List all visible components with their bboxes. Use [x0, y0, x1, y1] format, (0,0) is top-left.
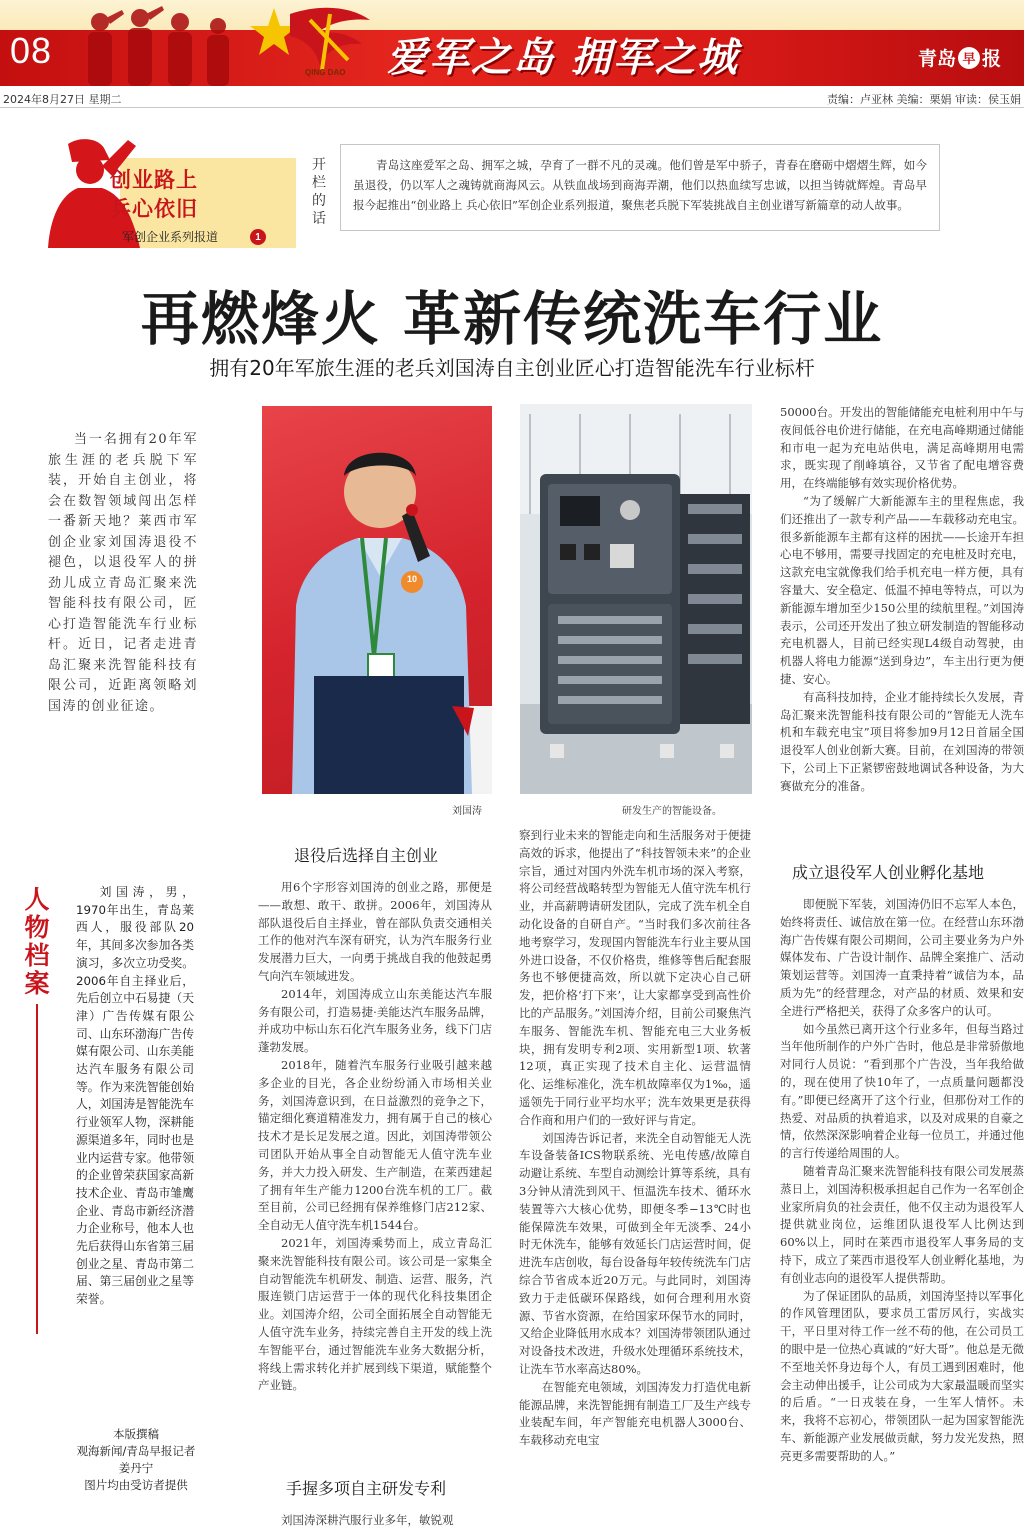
paragraph: 有高科技加持，企业才能持续长久发展，青岛汇聚来洗智能科技有限公司的“智能无人洗车机和车载充电宝”项目将参加9月12日首届全国退役军人创业创新大赛。目前，在刘国涛的带领下，公司上下正紧锣密鼓地调试各种设备，为大赛做充分的准备。 [780, 689, 1024, 793]
charging-device-illustration [520, 404, 752, 794]
portrait-photo [262, 406, 492, 794]
paragraph: 为了保证团队的品质，刘国涛坚持以军事化的作风管理团队，要求员工雷厉风行，实战实干，平日里对待工作一丝不苟的他，在公司员工的眼中是一位热心真诚的“好大哥”。他总是无微不至地关怀身边每个人，有员工遇到困难时，他会主动伸出援手，让公司成为大家最温暖而坚实的后盾。“一日戎装在身，一生军人情怀。未来，我将不忘初心，带领团队一起为国家智能洗车、新能源产业发展做贡献，努力发光发热，照亮更多需要帮助的人。” [780, 1288, 1024, 1463]
profile-divider [36, 1004, 38, 1334]
newspaper-name-circle-char: 早 [958, 47, 980, 69]
issue-date: 2024年8月27日 星期二 [3, 93, 122, 106]
profile-title: 人物档案 [24, 885, 50, 998]
main-headline: 再燃烽火 革新传统洗车行业 [140, 285, 884, 353]
paragraph: 50000台。开发出的智能储能充电桩利用中午与夜间低谷电价进行储能，在充电高峰期通过储能和市电一起为充电站供电，满足高峰期用电需求，既实现了削峰填谷，又节省了配电增容费用，在终端能够有效实现价格优势。 [780, 405, 1024, 491]
credit-line-4: 图片均由受访者提供 [84, 1478, 188, 1492]
equipment-photo [520, 404, 752, 794]
paragraph: “为了缓解广大新能源车主的里程焦虑，我们还推出了一款专利产品——车载移动充电宝。很多新能源车主都有这样的困扰——长途开车担心电不够用，需要寻找固定的充电桩及时充电，这款充电宝就像我们给手机充电一样方便，具有容量大、安全稳定、低温不掉电等特点，可以为新能源车增加至少150公里的续航里程。”刘国涛表示，公司还开发出了独立研发制造的智能移动充电机器人，目前已经实现L4级自动驾驶，由机器人将电力能源“送到身边”，车主出行更为便捷、安心。 [780, 493, 1024, 686]
paragraph: 刘国涛告诉记者，来洗全自动智能无人洗车设备装备ICS物联系统、光电传感/故障自动避让系统、车型自动测绘计算等系统，具有3分钟从清洗到风干、恒温洗车技术、循环水装置等六大核心优势，即便冬季−13℃时也能保障洗车效果，可做到全年无淡季、24小时无休洗车，能够有效延长门店运营时间，促进洗车店创收，每台设备每年较传统洗车门店综合节省成本近20万元。与此同时，刘国涛致力于走低碳环保路线，如何合理利用水资源、节省水资源，在给国家环保节水的同时，又给企业降低用水成本？刘国涛带领团队通过对设备技术改进，升级水处理循环系统技术，让洗车节水率高达80%。 [519, 1130, 751, 1376]
article-lead: 当一名拥有20年军旅生涯的老兵脱下军装，开始自主创业，将会在数智领域闯出怎样一番新天地？莱西市军创企业家刘国涛退役不褪色，以退役军人的拼劲儿成立青岛汇聚来洗智能科技有限公司，匠心打造智能洗车行业标杆。近日，记者走进青岛汇聚来洗智能科技有限公司，近距离领略刘国涛的创业征途。 [48, 432, 198, 714]
paragraph: 2018年，随着汽车服务行业吸引越来越多企业的目光，各企业纷纷涌入市场相关业务，刘国涛意识到，在日益激烈的竞争之下，锚定细化赛道精准发力，拥有属于自己的核心技术才是长足发展之道。因此，刘国涛带领公司团队开始从事全自动智能无人值守洗车业务，并大力投入研发、生产制造，在莱西建起了拥有年生产能力1200台洗车机的工厂。截至目前，公司已经拥有保养维修门店212家、全自动无人值守洗车机1544台。 [258, 1057, 492, 1233]
series-title-line2: 兵心依旧 [110, 197, 198, 221]
article-column-3 [519, 827, 751, 1529]
newspaper-name-tail: 报 [982, 48, 1002, 70]
article-column-4b [780, 896, 1024, 1530]
profile-text: 刘国涛，男，1970年出生，青岛莱西人，服役部队20年，其间多次参加各类演习，多次立功受奖。2006年自主择业后，先后创立中石易捷（天津）广告传媒有限公司、山东环渤海广告传媒有限公司、山东美能达汽车服务有限公司等。作为来洗智能创始人，刘国涛是智能洗车行业领军人物，深耕能源渠道多年，同时也是业内运营专家。他带领的企业曾荣获国家高新技术企业、青岛市雏鹰企业、青岛市新经济潜力企业称号，他本人也先后获得山东省第三届创业之星、青岛市第二届、第三届创业之星等荣誉。 [76, 885, 194, 1307]
participant-badge-number: 10 [407, 574, 418, 584]
paragraph: 2014年，刘国涛成立山东美能达汽车服务有限公司，打造易捷·美能达汽车服务品牌，并成功中标山东石化汽车服务业务，线下门店蓬勃发展。 [258, 986, 492, 1055]
paragraph: 察到行业未来的智能走向和生活服务对于便捷高效的诉求，他提出了“科技智领未来”的企业宗旨，通过对国内外洗车机市场的深入考察，将公司经营战略转型为智能无人值守洗车机行业，并高薪聘请研发团队，完成了洗车机全自动化设备的自研自产。“当时我们多次前往各地考察学习，发现国内智能洗车行业主要从国外进口设备，不仅价格贵，维修等售后配套服务也不够便捷高效，所以就下定决心自己研发，把价格‘打下来’，让大家都享受到高性价比的产品服务。”刘国涛介绍，目前公司聚焦汽车服务、智能洗车机、智能充电三大业务板块，拥有发明专利2项、实用新型1项、软著12项，真正实现了技术自主化、运营温情化、运维标准化，洗车机故障率仅为1‰，遥遥领先于同行业平均水平；洗车效果更是获得合作商和用户们的一致好评与肯定。 [519, 828, 751, 1127]
logo-caption: QING DAO [305, 68, 346, 77]
page-number: 08 [10, 30, 53, 71]
photo-caption-portrait: 刘国涛 [452, 806, 482, 817]
credit-line-2: 观海新闻/青岛早报记者 [76, 1444, 196, 1458]
section-heading-1: 退役后选择自主创业 [294, 846, 439, 865]
section-heading-2: 手握多项自主研发专利 [286, 1479, 447, 1498]
paragraph: 随着青岛汇聚来洗智能科技有限公司发展蒸蒸日上，刘国涛积极承担起自己作为一名军创企业家所肩负的社会责任，他不仅主动为退役军人提供就业岗位，运维团队退役军人比例达到60%以上，同时在莱西市退役军人事务局的支持下，成立了莱西市退役军人创业孵化基地，为有创业志向的退役军人提供帮助。 [780, 1163, 1024, 1285]
editor-credits: 责编：卢亚林 美编：栗娟 审读：侯玉娟 [827, 93, 1021, 106]
sub-headline: 拥有20年军旅生涯的老兵刘国涛自主创业匠心打造智能洗车行业标杆 [209, 356, 815, 380]
paragraph: 在智能充电领域，刘国涛发力打造优电新能源品牌，来洗智能拥有制造工厂及生产线专业装配车间，年产智能充电机器人3000台、车载移动充电宝 [519, 1379, 751, 1448]
credit-line-1: 本版撰稿 [113, 1427, 159, 1441]
paragraph: 如今虽然已离开这个行业多年，但每当路过当年他所制作的户外广告时，他总是非常骄傲地对同行人员说：“看到那个广告没，当年我给做的，现在使用了快10年了，一点质量问题都没有。”即便已经离开了这个行业，但那份对工作的热爱、对品质的执着追求，以及对成果的自豪之情，依然深深影响着企业每一位员工，并通过他的言行传递给周围的人。 [780, 1021, 1024, 1161]
newspaper-name: 青岛 [918, 48, 957, 70]
opening-note-label: 开栏的话 [312, 157, 326, 227]
series-number-badge: 1 [250, 229, 266, 245]
article-column-4a [780, 404, 1024, 848]
article-column-2a [258, 879, 492, 1393]
saluting-soldiers-silhouette [70, 4, 240, 86]
section-heading-3: 成立退役军人创业孵化基地 [792, 863, 985, 882]
newspaper-logo [918, 44, 1001, 71]
series-subtitle: 军创企业系列报道 [122, 230, 219, 244]
photo-caption-equipment: 研发生产的智能设备。 [622, 806, 722, 817]
portrait-illustration [262, 406, 492, 794]
page-banner [0, 0, 1024, 86]
paragraph: 刘国涛深耕汽服行业多年，敏锐观 [281, 1513, 454, 1527]
article-column-2b [258, 1512, 492, 1531]
issue-meta-line [0, 86, 1024, 108]
paragraph: 即便脱下军装，刘国涛仍旧不忘军人本色，始终将责任、诚信放在第一位。在经营山东环渤海广告传媒有限公司期间，公司主要业务为户外媒体发布、广告设计制作、品牌全案推广、活动策划运营等。刘国涛一直秉持着“诚信为本，品质为先”的经营理念，对产品的材质、效果和安全进行严格把关，获得了众多客户的认可。 [780, 897, 1024, 1018]
series-title-line1: 创业路上 [110, 168, 198, 192]
paragraph: 用6个字形容刘国涛的创业之路，那便是——敢想、敢干、敢拼。2006年，刘国涛从部队退役后自主择业，曾在部队负责交通相关工作的他对汽车深有研究，认为汽车服务行业发展潜力巨大，一向勇于挑战自我的他鼓起勇气向汽车领域进发。 [258, 880, 492, 983]
credit-line-3: 姜丹宁 [118, 1461, 154, 1475]
paragraph: 2021年，刘国涛乘势而上，成立青岛汇聚来洗智能科技有限公司。该公司是一家集全自动智能洗车机研发、制造、运营、服务，汽服连锁门店运营于一体的现代化科技集团企业。刘国涛介绍，公司全面拓展全自动智能无人值守洗车业务，持续完善自主开发的线上洗车智能平台，通过智能洗车业务大数据分析，将线上需求转化并扩展到线下渠道，赋能整个产业链。 [258, 1235, 492, 1393]
byline-credit [48, 1426, 224, 1494]
opening-note: 青岛这座爱军之岛、拥军之城，孕育了一群不凡的灵魂。他们曾是军中骄子，青春在磨砺中熠熠生辉，如今虽退役，仍以军人之魂铸就商海风云。从铁血战场到商海弄潮，他们以热血续写忠诚，以担当铸就辉煌。青岛早报今起推出“创业路上 兵心依旧”军创企业系列报道，聚焦老兵脱下军装挑战自主创业谱写新篇章的动人故事。 [340, 144, 940, 231]
banner-slogan: 爱军之岛 拥军之城 [387, 35, 739, 81]
